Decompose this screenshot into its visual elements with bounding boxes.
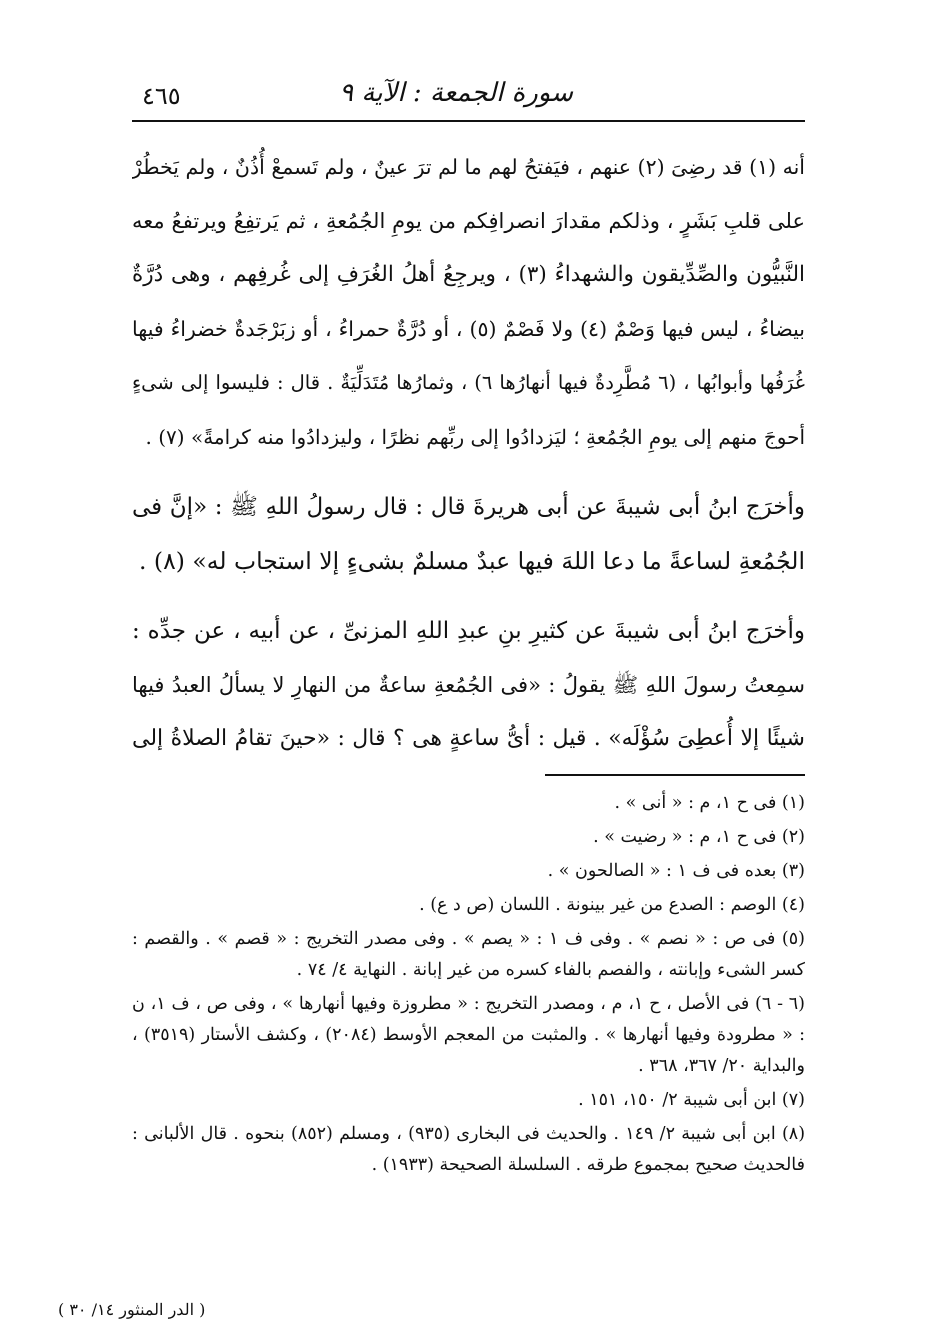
page-number: ٤٦٥: [142, 82, 181, 110]
paragraph: [132, 140, 805, 464]
footnote: (١) فى ح ١، م : « أنى » .: [614, 793, 805, 813]
text-line: أنه (١) قد رضِىَ (٢) عنهم ، فيَفتحُ لهم ما لم ترَ عينٌ ، ولم تَسمعْ أُذُنٌ ، ولم يَخطُرْ: [132, 155, 805, 179]
text-line: غُرَفُها وأبوابُها ، (٦ مُطَّرِدةٌ فيها أنهارُها ٦) ، وثمارُها مُتَدَلِّيَةٌ . قال : فليسوا إلى شىءٍ: [132, 371, 805, 394]
text-line: سمِعتُ رسولَ اللهِ ﷺ يقولُ : «فى الجُمُعةِ ساعةٌ من النهارِ لا يسألُ العبدُ فيها: [132, 673, 805, 697]
text-line: شيئًا إلا أُعطِىَ سُؤْلَه» . قيل : أىُّ ساعةٍ هى ؟ قال : «حينَ تقامُ الصلاةُ إلى: [132, 726, 805, 751]
surah-title: سورة الجمعة : الآية ٩: [339, 78, 573, 108]
text-line: وأخرَج ابنُ أبى شيبةَ عن كثيرِ بنِ عبدِ اللهِ المزنىِّ ، عن أبيه ، عن جدِّه :: [132, 618, 805, 644]
footnote: (٥) فى ص : « نصم » . وفى ف ١ : « يصم » . وفى مصدر التخريج : « قصم » . والقصم : كسر الشىء وإبانته ، والفصم بالفاء كسره من غير إبانة . النهاية ٤/ ٧٤ .: [132, 929, 805, 980]
text-line: أحوجَ منهم إلى يومِ الجُمُعةِ ؛ ليَزدادُوا إلى ربِّهم نظرًا ، وليزدادُوا منه كرامةً» (٧) .: [145, 425, 805, 449]
footnotes: [132, 788, 805, 1181]
running-header: [132, 70, 805, 122]
footnote: (٨) ابن أبى شيبة ٢/ ١٤٩ . والحديث فى البخارى (٩٣٥) ، ومسلم (٨٥٢) بنحوه . قال الألبانى : فالحديث صحيح بمجموع طرقه . السلسلة الصحيحة (١٩٣٣) .: [132, 1124, 806, 1175]
source-reference: ( الدر المنثور ١٤/ ٣٠ ): [58, 1300, 206, 1319]
footnote: (٧) ابن أبى شيبة ٢/ ١٥٠، ١٥١ .: [578, 1090, 805, 1110]
footnote: (٢) فى ح ١، م : « رضيت » .: [593, 827, 805, 847]
footnote-divider: [545, 774, 805, 776]
main-text: [132, 140, 805, 766]
footnote: (٦ - ٦) فى الأصل ، ح ١، م ، ومصدر التخريج : « مطروزة وفيها أنهارها » ، وفى ص ، ف ١، ن : « مطرودة وفيها أنهارها » . والمثبت من المعجم الأوسط (٢٠٨٤) ، وكشف الأستار (٣٥١٩) ، والبداية ٢٠/ ٣٦٧، ٣٦٨ .: [132, 994, 805, 1076]
text-line: على قلبِ بَشَرٍ ، وذلكم مقدارَ انصرافِكم من يومِ الجُمُعةِ ، ثم يَرتفِعُ ويرتفعُ معه: [132, 209, 805, 233]
text-line: النَّبيُّون والصِّدِّيقون والشهداءُ (٣) ، ويرجِعُ أهلُ الغُرَفِ إلى غُرفِهم ، وهى دُرَّةٌ: [132, 262, 805, 287]
text-line: بيضاءُ ، ليس فيها وَصْمٌ (٤) ولا فَصْمٌ (٥) ، أو دُرَّةٌ حمراءُ ، أو زبَرْجَدةٌ خضراءُ فيها: [132, 317, 805, 341]
text-line: الجُمُعةِ لساعةً ما دعا اللهَ فيها عبدٌ مسلمٌ بشىءٍ إلا استجاب له» (٨) .: [138, 547, 805, 575]
footnote: (٤) الوصم : الصدع من غير بينونة . اللسان (ص د ع) .: [419, 895, 805, 915]
footnote: (٣) بعده فى ف ١ : « الصالحون » .: [547, 861, 805, 881]
paragraph: [132, 480, 805, 588]
paragraph: [132, 604, 805, 766]
text-line: وأخرَج ابنُ أبى شيبةَ عن أبى هريرةَ قال : قال رسولُ اللهِ ﷺ : «إنَّ فى: [132, 494, 805, 520]
